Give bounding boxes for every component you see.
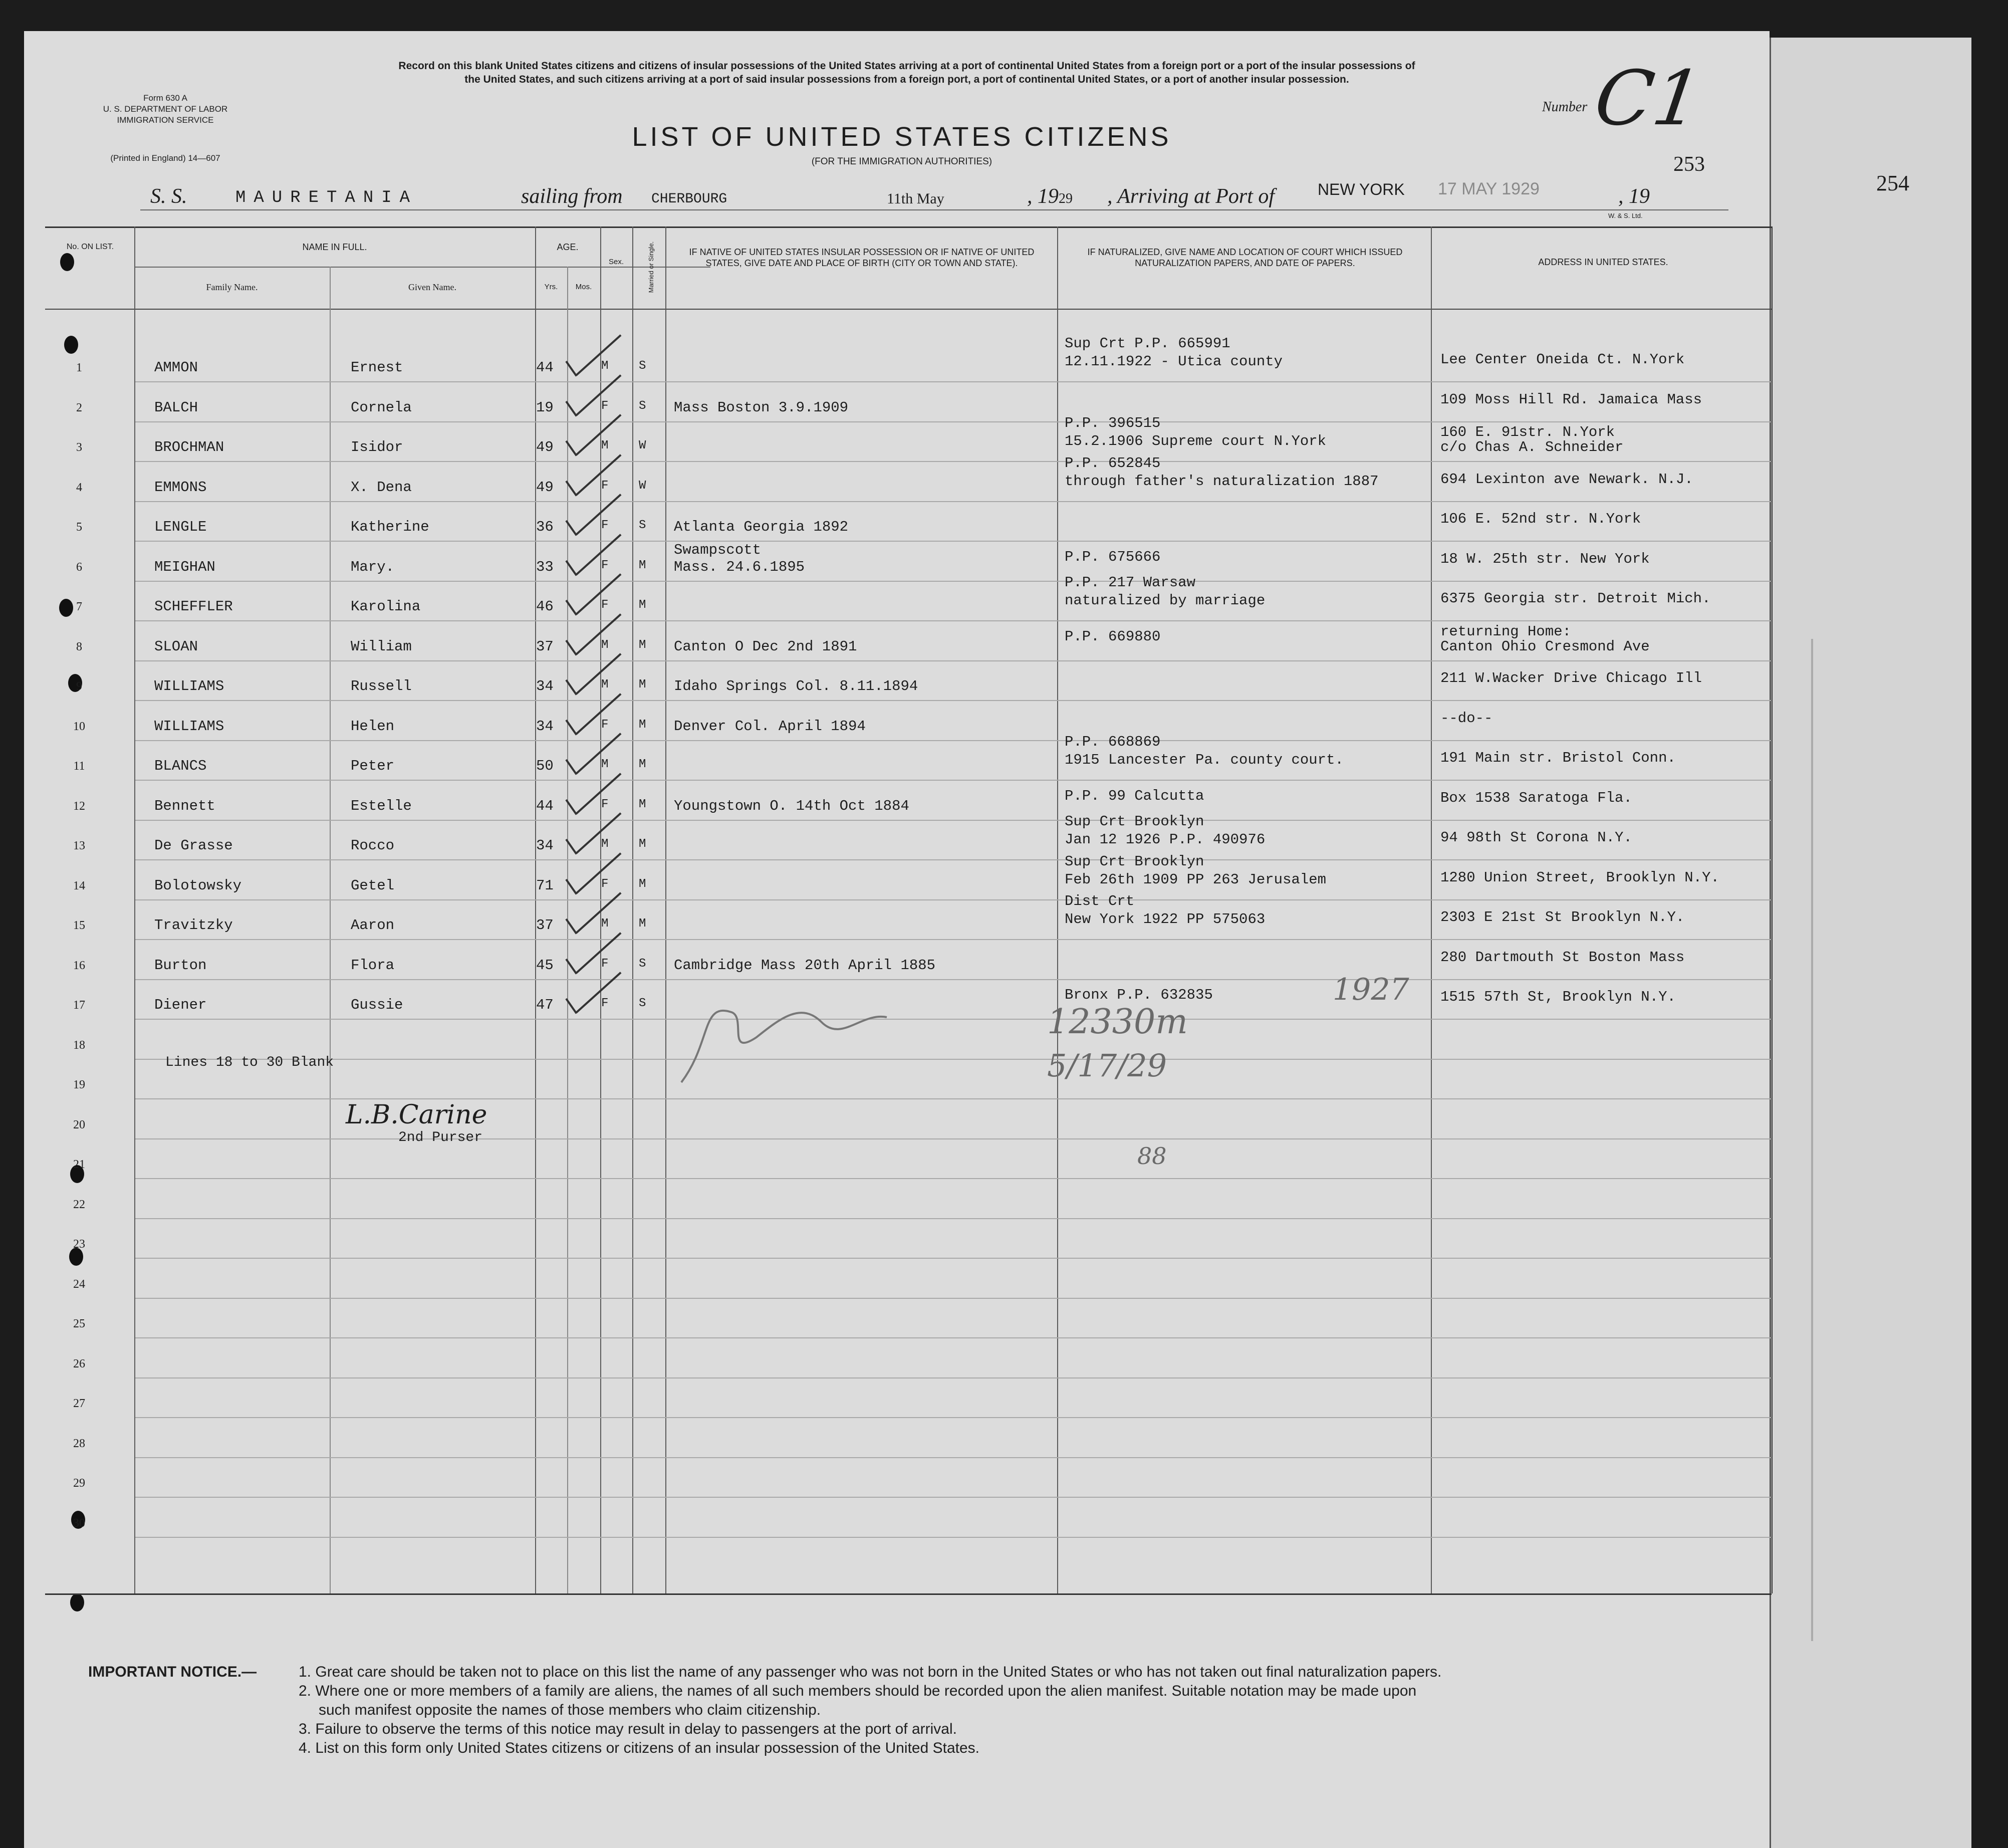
given-name: Ernest: [351, 359, 403, 376]
row-number: 14: [73, 879, 85, 892]
row-rule: [135, 899, 1772, 900]
year-2: , 19: [1618, 185, 1650, 208]
naturalization: Dist Crt: [1065, 893, 1135, 909]
marital-status: M: [639, 638, 646, 652]
address: 106 E. 52nd str. N.York: [1440, 511, 1641, 527]
birth-place-date: Atlanta Georgia 1892: [674, 519, 849, 535]
col-divider: [665, 226, 666, 1593]
ship-name: MAURETANIA: [235, 188, 418, 207]
notice-lead: IMPORTANT NOTICE.—: [88, 1664, 257, 1680]
birth-place-date: Idaho Springs Col. 8.11.1894: [674, 678, 918, 695]
side-page-number: 254: [1876, 171, 1909, 195]
naturalization: Sup Crt Brooklyn: [1065, 853, 1204, 870]
page-edge-line: [1811, 639, 1813, 1641]
row-number: 5: [76, 521, 82, 534]
row-rule: [135, 859, 1772, 860]
given-name: Helen: [351, 718, 395, 735]
marital-status: S: [639, 957, 646, 971]
age-years: 50: [536, 758, 554, 774]
age-years: 71: [536, 877, 554, 894]
col-mos: Mos.: [575, 283, 592, 291]
family-name: WILLIAMS: [154, 718, 224, 735]
underline: [140, 209, 1728, 210]
notice-item-1: 1. Great care should be taken not to place on this list the name of any passenger who was not born in the United States or who has not taken out final naturalization papers.: [299, 1664, 1442, 1680]
pencil-mark: 88: [1137, 1142, 1167, 1170]
sex: M: [601, 638, 609, 652]
row-number: 1: [76, 361, 82, 374]
sailing-label: sailing from: [521, 185, 623, 208]
row-number: 30: [73, 1516, 85, 1530]
row-number: 18: [73, 1038, 85, 1052]
row-rule: [135, 581, 1772, 582]
record-instructions: Record on this blank United States citizens and citizens of insular possessions of the United States arriving at a port of continental United States from a foreign port or a port of the insular possessions of the United States, and such citizens arriving at a port of said insular possessions from a foreign port, a port of continental United States, or a port of another insular possession.: [398, 60, 1415, 85]
row-rule: [135, 381, 1772, 382]
col-given-name: Given Name.: [408, 282, 456, 292]
birth-place-date: Mass Boston 3.9.1909: [674, 399, 849, 416]
printer-mark: W. & S. Ltd.: [1608, 212, 1643, 219]
service: IMMIGRATION SERVICE: [117, 115, 214, 125]
birth-place-date: Denver Col. April 1894: [674, 718, 866, 735]
col-divider: [330, 267, 331, 1593]
naturalization-2: New York 1922 PP 575063: [1065, 911, 1266, 928]
arriving-label: , Arriving at Port of: [1107, 185, 1275, 208]
address: 2303 E 21st St Brooklyn N.Y.: [1440, 909, 1685, 926]
from-port: CHERBOURG: [651, 191, 727, 207]
given-name: Flora: [351, 957, 395, 974]
address: 211 W.Wacker Drive Chicago Ill: [1440, 670, 1702, 686]
purser-title: 2nd Purser: [398, 1130, 483, 1145]
row-rule: [135, 1258, 1772, 1259]
family-name: BROCHMAN: [154, 439, 224, 455]
sex: F: [601, 957, 609, 971]
sex: M: [601, 917, 609, 931]
given-name: Russell: [351, 678, 412, 695]
family-name: SCHEFFLER: [154, 598, 233, 615]
age-years: 34: [536, 837, 554, 854]
marital-status: M: [639, 797, 646, 811]
address: returning Home:: [1440, 623, 1572, 640]
naturalization: Bronx P.P. 632835: [1065, 987, 1213, 1003]
age-years: 49: [536, 479, 554, 496]
age-years: 37: [536, 638, 554, 655]
sex: F: [601, 718, 609, 732]
row-rule: [135, 660, 1772, 661]
address-2: Canton Ohio Cresmond Ave: [1440, 638, 1650, 655]
ss-label: S. S.: [150, 185, 187, 208]
row-number: 15: [73, 919, 85, 932]
row-number: 7: [76, 600, 82, 613]
blank-note: Lines 18 to 30 Blank: [165, 1055, 334, 1070]
col-divider: [632, 226, 633, 1593]
row-rule: [135, 740, 1772, 741]
age-years: 36: [536, 519, 554, 535]
row-number: 11: [73, 760, 85, 773]
row-number: 9: [76, 680, 82, 693]
form-id-block: [90, 93, 240, 126]
row-rule: [135, 1178, 1772, 1179]
page-subtitle: (FOR THE IMMIGRATION AUTHORITIES): [811, 156, 992, 167]
col-sex: Sex.: [608, 258, 624, 266]
address: --do--: [1440, 710, 1493, 727]
family-name: Diener: [154, 997, 207, 1013]
naturalization-2: naturalized by marriage: [1065, 592, 1266, 609]
row-number: 13: [73, 839, 85, 852]
row-rule: [135, 501, 1772, 502]
family-name: BLANCS: [154, 758, 207, 774]
row-rule: [135, 820, 1772, 821]
sex: F: [601, 877, 609, 891]
number-label: Number: [1542, 99, 1588, 115]
row-rule: [135, 1298, 1772, 1299]
family-name: Travitzky: [154, 917, 233, 934]
col-no: No. ON LIST.: [66, 243, 114, 251]
pencil-annotation: 12330m: [1047, 1002, 1188, 1042]
col-family-name: Family Name.: [206, 282, 258, 292]
sex: F: [601, 598, 609, 612]
address: 1515 57th St, Brooklyn N.Y.: [1440, 989, 1676, 1005]
row-number: 6: [76, 560, 82, 574]
year-2-text: 19: [1629, 185, 1650, 208]
row-number: 27: [73, 1397, 85, 1410]
row-rule: [135, 421, 1772, 422]
sex: F: [601, 558, 609, 572]
next-page-edge: [1770, 38, 1971, 1848]
sex: F: [601, 519, 609, 532]
naturalization: P.P. 217 Warsaw: [1065, 574, 1196, 591]
naturalization-2: Jan 12 1926 P.P. 490976: [1065, 831, 1266, 848]
naturalization-2: through father's naturalization 1887: [1065, 473, 1379, 490]
header-rule: [45, 309, 1772, 310]
row-number: 3: [76, 441, 82, 454]
birth-place-date-2: Mass. 24.6.1895: [674, 558, 805, 575]
sex: M: [601, 758, 609, 771]
age-years: 47: [536, 997, 554, 1013]
table-bottom-rule: [45, 1593, 1772, 1595]
row-rule: [135, 780, 1772, 781]
row-rule: [135, 1218, 1772, 1219]
purser-signature: L.B.Carine: [346, 1100, 487, 1130]
marital-status: M: [639, 917, 646, 931]
sex: M: [601, 837, 609, 851]
naturalization: P.P. 669880: [1065, 628, 1161, 645]
row-number: 19: [73, 1078, 85, 1091]
notice-item-2b: such manifest opposite the names of those members who claim citizenship.: [319, 1702, 821, 1718]
nat-year-annotation: 1927: [1333, 972, 1409, 1007]
address: 694 Lexinton ave Newark. N.J.: [1440, 471, 1693, 488]
marital-status: S: [639, 359, 646, 373]
notice-item-2: 2. Where one or more members of a family are aliens, the names of all such members should be recorded upon the alien manifest. Suitable notation may be made upon: [299, 1683, 1417, 1699]
naturalization: P.P. 675666: [1065, 548, 1161, 565]
address: 6375 Georgia str. Detroit Mich.: [1440, 590, 1711, 607]
naturalization: P.P. 99 Calcutta: [1065, 787, 1204, 804]
naturalization-2: 1915 Lancester Pa. county court.: [1065, 752, 1344, 768]
row-number: 16: [73, 959, 85, 972]
family-name: EMMONS: [154, 479, 207, 496]
form-number: Form 630 A: [143, 93, 187, 103]
row-number: 20: [73, 1118, 85, 1131]
family-name: De Grasse: [154, 837, 233, 854]
notice-item-4: 4. List on this form only United States citizens or citizens of an insular possession of the United States.: [299, 1740, 980, 1756]
birth-place-date: Cambridge Mass 20th April 1885: [674, 957, 936, 974]
age-years: 33: [536, 558, 554, 575]
sex: F: [601, 997, 609, 1010]
year-prefix: , 1929: [1027, 185, 1073, 208]
col-divider: [567, 267, 568, 1593]
sex: M: [601, 359, 609, 373]
sex: M: [601, 678, 609, 691]
row-number: 28: [73, 1437, 85, 1450]
address: 191 Main str. Bristol Conn.: [1440, 750, 1676, 766]
page-title: LIST OF UNITED STATES CITIZENS: [632, 122, 1172, 152]
date-annotation: 5/17/29: [1047, 1047, 1167, 1084]
family-name: SLOAN: [154, 638, 198, 655]
row-number: 4: [76, 481, 82, 494]
given-name: Mary.: [351, 558, 395, 575]
given-name: Getel: [351, 877, 395, 894]
col-divider: [1057, 226, 1058, 1593]
marital-status: M: [639, 758, 646, 771]
col-address: ADDRESS IN UNITED STATES.: [1538, 257, 1668, 267]
family-name: BALCH: [154, 399, 198, 416]
arrival-port: NEW YORK: [1318, 180, 1405, 198]
row-number: 24: [73, 1277, 85, 1291]
table-top-rule: [45, 226, 1772, 228]
given-name: X. Dena: [351, 479, 412, 496]
row-number: 21: [73, 1158, 85, 1171]
printed-note: (Printed in England) 14—607: [110, 153, 220, 163]
page-number: 253: [1673, 153, 1705, 176]
address: Lee Center Oneida Ct. N.York: [1440, 351, 1685, 368]
row-rule: [135, 1059, 1772, 1060]
given-name: Katherine: [351, 519, 429, 535]
age-years: 45: [536, 957, 554, 974]
marital-status: M: [639, 558, 646, 572]
col-divider: [535, 226, 536, 1593]
row-rule: [135, 620, 1772, 621]
address-2: c/o Chas A. Schneider: [1440, 439, 1624, 455]
notice-item-3: 3. Failure to observe the terms of this notice may result in delay to passengers at the port of arrival.: [299, 1721, 957, 1737]
row-number: 23: [73, 1238, 85, 1251]
row-number: 29: [73, 1477, 85, 1490]
age-years: 44: [536, 797, 554, 814]
sex: F: [601, 797, 609, 811]
row-rule: [135, 1138, 1772, 1139]
row-number: 12: [73, 799, 85, 813]
row-number: 10: [73, 720, 85, 733]
address: 280 Dartmouth St Boston Mass: [1440, 949, 1685, 966]
naturalization: P.P. 396515: [1065, 415, 1161, 431]
address: 94 98th St Corona N.Y.: [1440, 829, 1632, 846]
year-prefix-text: 19: [1038, 185, 1059, 208]
naturalization-2: Feb 26th 1909 PP 263 Jerusalem: [1065, 871, 1327, 888]
row-rule: [135, 979, 1772, 980]
year-suffix: 29: [1059, 191, 1073, 206]
given-name: Rocco: [351, 837, 395, 854]
row-number: 2: [76, 401, 82, 414]
given-name: William: [351, 638, 412, 655]
row-rule: [135, 1497, 1772, 1498]
given-name: Cornela: [351, 399, 412, 416]
department: U. S. DEPARTMENT OF LABOR: [103, 104, 228, 114]
col-divider: [1772, 226, 1773, 1593]
naturalization-2: 15.2.1906 Supreme court N.York: [1065, 433, 1327, 449]
row-rule: [135, 541, 1772, 542]
row-rule: [135, 1019, 1772, 1020]
naturalization-2: 12.11.1922 - Utica county: [1065, 353, 1283, 370]
row-number: 26: [73, 1357, 85, 1370]
naturalization: P.P. 668869: [1065, 734, 1161, 750]
sex: F: [601, 399, 609, 413]
age-years: 49: [536, 439, 554, 455]
col-yrs: Yrs.: [544, 283, 558, 291]
sailing-date: 11th May: [887, 190, 944, 207]
naturalization: Sup Crt Brooklyn: [1065, 813, 1204, 830]
marital-status: M: [639, 837, 646, 851]
col-naturalized: IF NATURALIZED, GIVE NAME AND LOCATION OF COURT WHICH ISSUED NATURALIZATION PAPERS, AND DATE OF PAPERS.: [1087, 247, 1403, 268]
given-name: Isidor: [351, 439, 403, 455]
row-rule: [135, 700, 1772, 701]
given-name: Karolina: [351, 598, 421, 615]
age-years: 34: [536, 718, 554, 735]
col-insular-birth: IF NATIVE OF UNITED STATES INSULAR POSSESSION OR IF NATIVE OF UNITED STATES, GIVE DATE AND PLACE OF BIRTH (CITY OR TOWN AND STATE).: [689, 247, 1035, 268]
row-number: 8: [76, 640, 82, 653]
row-rule: [135, 1337, 1772, 1338]
family-name: LENGLE: [154, 519, 207, 535]
address: 109 Moss Hill Rd. Jamaica Mass: [1440, 391, 1702, 408]
marital-status: S: [639, 519, 646, 532]
family-name: Burton: [154, 957, 207, 974]
age-years: 34: [536, 678, 554, 695]
marital-status: M: [639, 877, 646, 891]
row-rule: [135, 1417, 1772, 1418]
pencil-scrawl: [671, 982, 922, 1097]
row-rule: [135, 1098, 1772, 1099]
col-divider: [134, 226, 135, 1593]
given-name: Peter: [351, 758, 395, 774]
marital-status: S: [639, 399, 646, 413]
marital-status: M: [639, 718, 646, 732]
family-name: MEIGHAN: [154, 558, 215, 575]
family-name: Bennett: [154, 797, 215, 814]
age-years: 19: [536, 399, 554, 416]
col-age: AGE.: [557, 242, 579, 252]
family-name: Bolotowsky: [154, 877, 242, 894]
list-number: C1: [1589, 55, 1707, 142]
naturalization: P.P. 652845: [1065, 454, 1161, 472]
birth-place-date: Swampscott: [674, 541, 762, 558]
address: 160 E. 91str. N.York: [1440, 424, 1615, 440]
age-years: 37: [536, 917, 554, 934]
marital-status: M: [639, 598, 646, 612]
row-number: 25: [73, 1317, 85, 1330]
age-years: 44: [536, 359, 554, 376]
row-rule: [135, 939, 1772, 940]
sex: M: [601, 439, 609, 452]
naturalization: Sup Crt P.P. 665991: [1065, 335, 1230, 352]
birth-place-date: Youngstown O. 14th Oct 1884: [674, 797, 909, 814]
birth-place-date: Canton O Dec 2nd 1891: [674, 638, 857, 655]
address: 1280 Union Street, Brooklyn N.Y.: [1440, 869, 1719, 886]
marital-status: S: [639, 997, 646, 1010]
given-name: Gussie: [351, 997, 403, 1013]
row-rule: [135, 461, 1772, 462]
row-number: 22: [73, 1198, 85, 1211]
row-number: 17: [73, 999, 85, 1012]
row-rule: [135, 1377, 1772, 1378]
arrival-date-stamp: 17 MAY 1929: [1438, 179, 1540, 198]
row-rule: [135, 1457, 1772, 1458]
address: 18 W. 25th str. New York: [1440, 550, 1650, 567]
sex: F: [601, 479, 609, 493]
row-rule: [135, 1537, 1772, 1538]
col-married: Married or Single.: [647, 241, 655, 293]
age-years: 46: [536, 598, 554, 615]
col-divider: [1431, 226, 1432, 1593]
marital-status: W: [639, 479, 646, 493]
col-name-in-full: NAME IN FULL.: [302, 242, 367, 252]
marital-status: M: [639, 678, 646, 691]
family-name: WILLIAMS: [154, 678, 224, 695]
address: Box 1538 Saratoga Fla.: [1440, 789, 1632, 806]
given-name: Estelle: [351, 797, 412, 814]
family-name: AMMON: [154, 359, 198, 376]
marital-status: W: [639, 439, 646, 452]
given-name: Aaron: [351, 917, 395, 934]
